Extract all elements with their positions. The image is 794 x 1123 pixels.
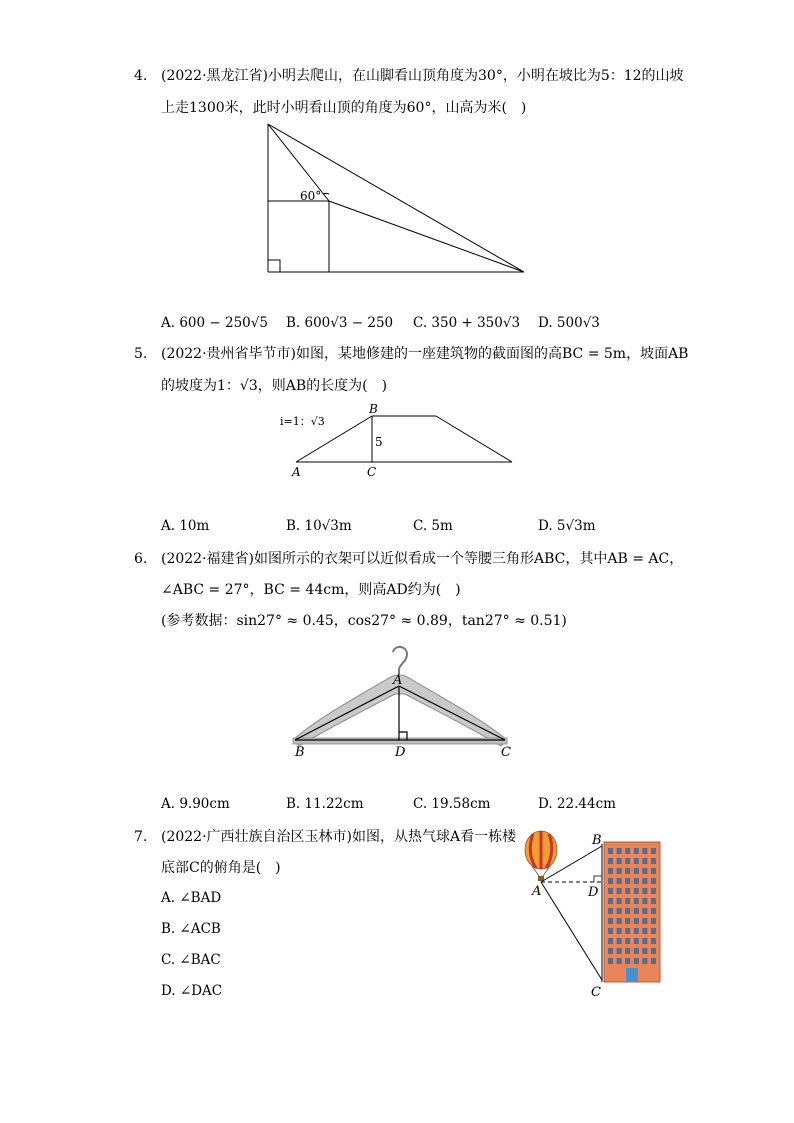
building-window bbox=[642, 848, 647, 854]
building-window bbox=[651, 848, 656, 854]
building-window bbox=[642, 898, 647, 904]
building-window bbox=[617, 928, 622, 934]
building-window bbox=[625, 948, 630, 954]
building-window bbox=[651, 958, 656, 964]
point-a-label: A bbox=[532, 884, 542, 899]
question-text-line-2: 的坡度为1：√3，则AB的长度为( ) bbox=[161, 378, 388, 394]
building-window bbox=[634, 948, 639, 954]
option-a[interactable]: A. 9.90cm bbox=[161, 796, 230, 812]
building-window bbox=[608, 898, 613, 904]
building-window bbox=[642, 908, 647, 914]
building-window bbox=[634, 888, 639, 894]
question-text-line-1: (2022·广西壮族自治区玉林市)如图，从热气球A看一栋楼 bbox=[161, 829, 517, 845]
building-window bbox=[608, 848, 613, 854]
building-window bbox=[651, 868, 656, 874]
building-window bbox=[642, 938, 647, 944]
building-window bbox=[617, 948, 622, 954]
question-text-line-3: (参考数据：sin27° ≈ 0.45，cos27° ≈ 0.89，tan27° ≈ 0.51) bbox=[161, 613, 567, 629]
building-window bbox=[642, 878, 647, 884]
question-number: 5. bbox=[134, 346, 148, 362]
building-window bbox=[617, 958, 622, 964]
building-icon bbox=[604, 842, 660, 982]
option-d[interactable]: D. 5√3m bbox=[538, 518, 596, 534]
option-d[interactable]: D. ∠DAC bbox=[161, 983, 223, 999]
option-c[interactable]: C. 350 + 350√3 bbox=[413, 315, 521, 331]
building-window bbox=[617, 888, 622, 894]
building-window bbox=[642, 888, 647, 894]
point-b-label: B bbox=[295, 745, 305, 760]
building-window bbox=[634, 848, 639, 854]
building-window bbox=[608, 938, 613, 944]
building-window bbox=[617, 938, 622, 944]
point-c-label: C bbox=[501, 745, 511, 760]
option-b[interactable]: B. 10√3m bbox=[286, 518, 352, 534]
building-window bbox=[642, 918, 647, 924]
question-text-line-2: 底部C的俯角是( ) bbox=[161, 860, 281, 876]
building-window bbox=[634, 898, 639, 904]
question-text-line-1: (2022·福建省)如图所示的衣架可以近似看成一个等腰三角形ABC，其中AB = AC， bbox=[161, 551, 684, 567]
building-window bbox=[617, 918, 622, 924]
building-window bbox=[625, 878, 630, 884]
point-c-label: C bbox=[367, 465, 377, 479]
building-window bbox=[651, 878, 656, 884]
building-window bbox=[617, 868, 622, 874]
question-text-line-1: (2022·贵州省毕节市)如图，某地修建的一座建筑物的截面图的高BC = 5m，坡面AB bbox=[161, 346, 689, 362]
building-window bbox=[617, 898, 622, 904]
question-number: 7. bbox=[134, 829, 148, 845]
building-window bbox=[642, 928, 647, 934]
building-window bbox=[625, 888, 630, 894]
point-a-label: A bbox=[393, 673, 403, 688]
option-b[interactable]: B. ∠ACB bbox=[161, 921, 221, 937]
building-window bbox=[625, 918, 630, 924]
building-window bbox=[608, 928, 613, 934]
option-a[interactable]: A. 600 − 250√5 bbox=[161, 315, 268, 331]
question-number: 4. bbox=[134, 68, 148, 84]
angle-label: 60° bbox=[300, 189, 322, 203]
balloon-building-diagram bbox=[520, 826, 662, 1002]
building-window bbox=[634, 938, 639, 944]
building-window bbox=[617, 908, 622, 914]
point-b-label: B bbox=[369, 402, 378, 416]
option-a[interactable]: A. 10m bbox=[161, 518, 210, 534]
building-window bbox=[625, 898, 630, 904]
option-a[interactable]: A. ∠BAD bbox=[161, 890, 222, 906]
building-window bbox=[651, 898, 656, 904]
building-window bbox=[651, 928, 656, 934]
question-number: 6. bbox=[134, 551, 148, 567]
building-window bbox=[651, 858, 656, 864]
building-window bbox=[642, 958, 647, 964]
option-b[interactable]: B. 600√3 − 250 bbox=[286, 315, 394, 331]
building-window bbox=[608, 858, 613, 864]
building-window bbox=[608, 918, 613, 924]
hanger-diagram bbox=[285, 636, 515, 762]
question-text-line-1: (2022·黑龙江省)小明去爬山，在山脚看山顶角度为30°，小明在坡比为5：12的山坡 bbox=[161, 68, 684, 84]
building-window bbox=[642, 858, 647, 864]
building-window bbox=[634, 928, 639, 934]
building-window bbox=[617, 878, 622, 884]
building-window bbox=[608, 868, 613, 874]
slope-label: i=1：√3 bbox=[280, 415, 325, 428]
building-window bbox=[651, 888, 656, 894]
building-window bbox=[625, 958, 630, 964]
option-b[interactable]: B. 11.22cm bbox=[286, 796, 364, 812]
question-text-line-2: ∠ABC = 27°，BC = 44cm，则高AD约为( ) bbox=[161, 582, 461, 598]
building-window bbox=[634, 878, 639, 884]
point-c-label: C bbox=[591, 985, 601, 1000]
building-window bbox=[608, 958, 613, 964]
building-window bbox=[608, 878, 613, 884]
building-window bbox=[642, 868, 647, 874]
building-window bbox=[625, 848, 630, 854]
point-d-label: D bbox=[588, 885, 599, 900]
building-window bbox=[608, 908, 613, 914]
building-window bbox=[617, 858, 622, 864]
building-window bbox=[642, 948, 647, 954]
building-window bbox=[608, 888, 613, 894]
building-window bbox=[634, 918, 639, 924]
building-window bbox=[651, 908, 656, 914]
building-window bbox=[651, 938, 656, 944]
hot-air-balloon-icon bbox=[525, 831, 557, 881]
mountain-diagram bbox=[262, 118, 532, 278]
building-window bbox=[651, 948, 656, 954]
building-window bbox=[625, 868, 630, 874]
option-d[interactable]: D. 500√3 bbox=[538, 315, 600, 331]
option-c[interactable]: C. ∠BAC bbox=[161, 952, 221, 968]
point-d-label: D bbox=[395, 745, 406, 760]
building-window bbox=[634, 858, 639, 864]
building-window bbox=[634, 868, 639, 874]
point-a-label: A bbox=[292, 465, 301, 479]
question-text-line-2: 上走1300米，此时小明看山顶的角度为60°，山高为米( ) bbox=[161, 100, 527, 116]
point-b-label: B bbox=[592, 833, 602, 848]
building-window bbox=[617, 848, 622, 854]
building-section-diagram bbox=[278, 400, 518, 480]
option-c[interactable]: C. 19.58cm bbox=[413, 796, 491, 812]
building-window bbox=[634, 908, 639, 914]
building-window bbox=[625, 908, 630, 914]
building-window bbox=[625, 938, 630, 944]
building-window bbox=[625, 928, 630, 934]
building-window bbox=[608, 948, 613, 954]
building-window bbox=[651, 918, 656, 924]
height-label: 5 bbox=[375, 435, 383, 449]
option-d[interactable]: D. 22.44cm bbox=[538, 796, 616, 812]
building-window bbox=[634, 958, 639, 964]
building-window bbox=[625, 858, 630, 864]
option-c[interactable]: C. 5m bbox=[413, 518, 453, 534]
